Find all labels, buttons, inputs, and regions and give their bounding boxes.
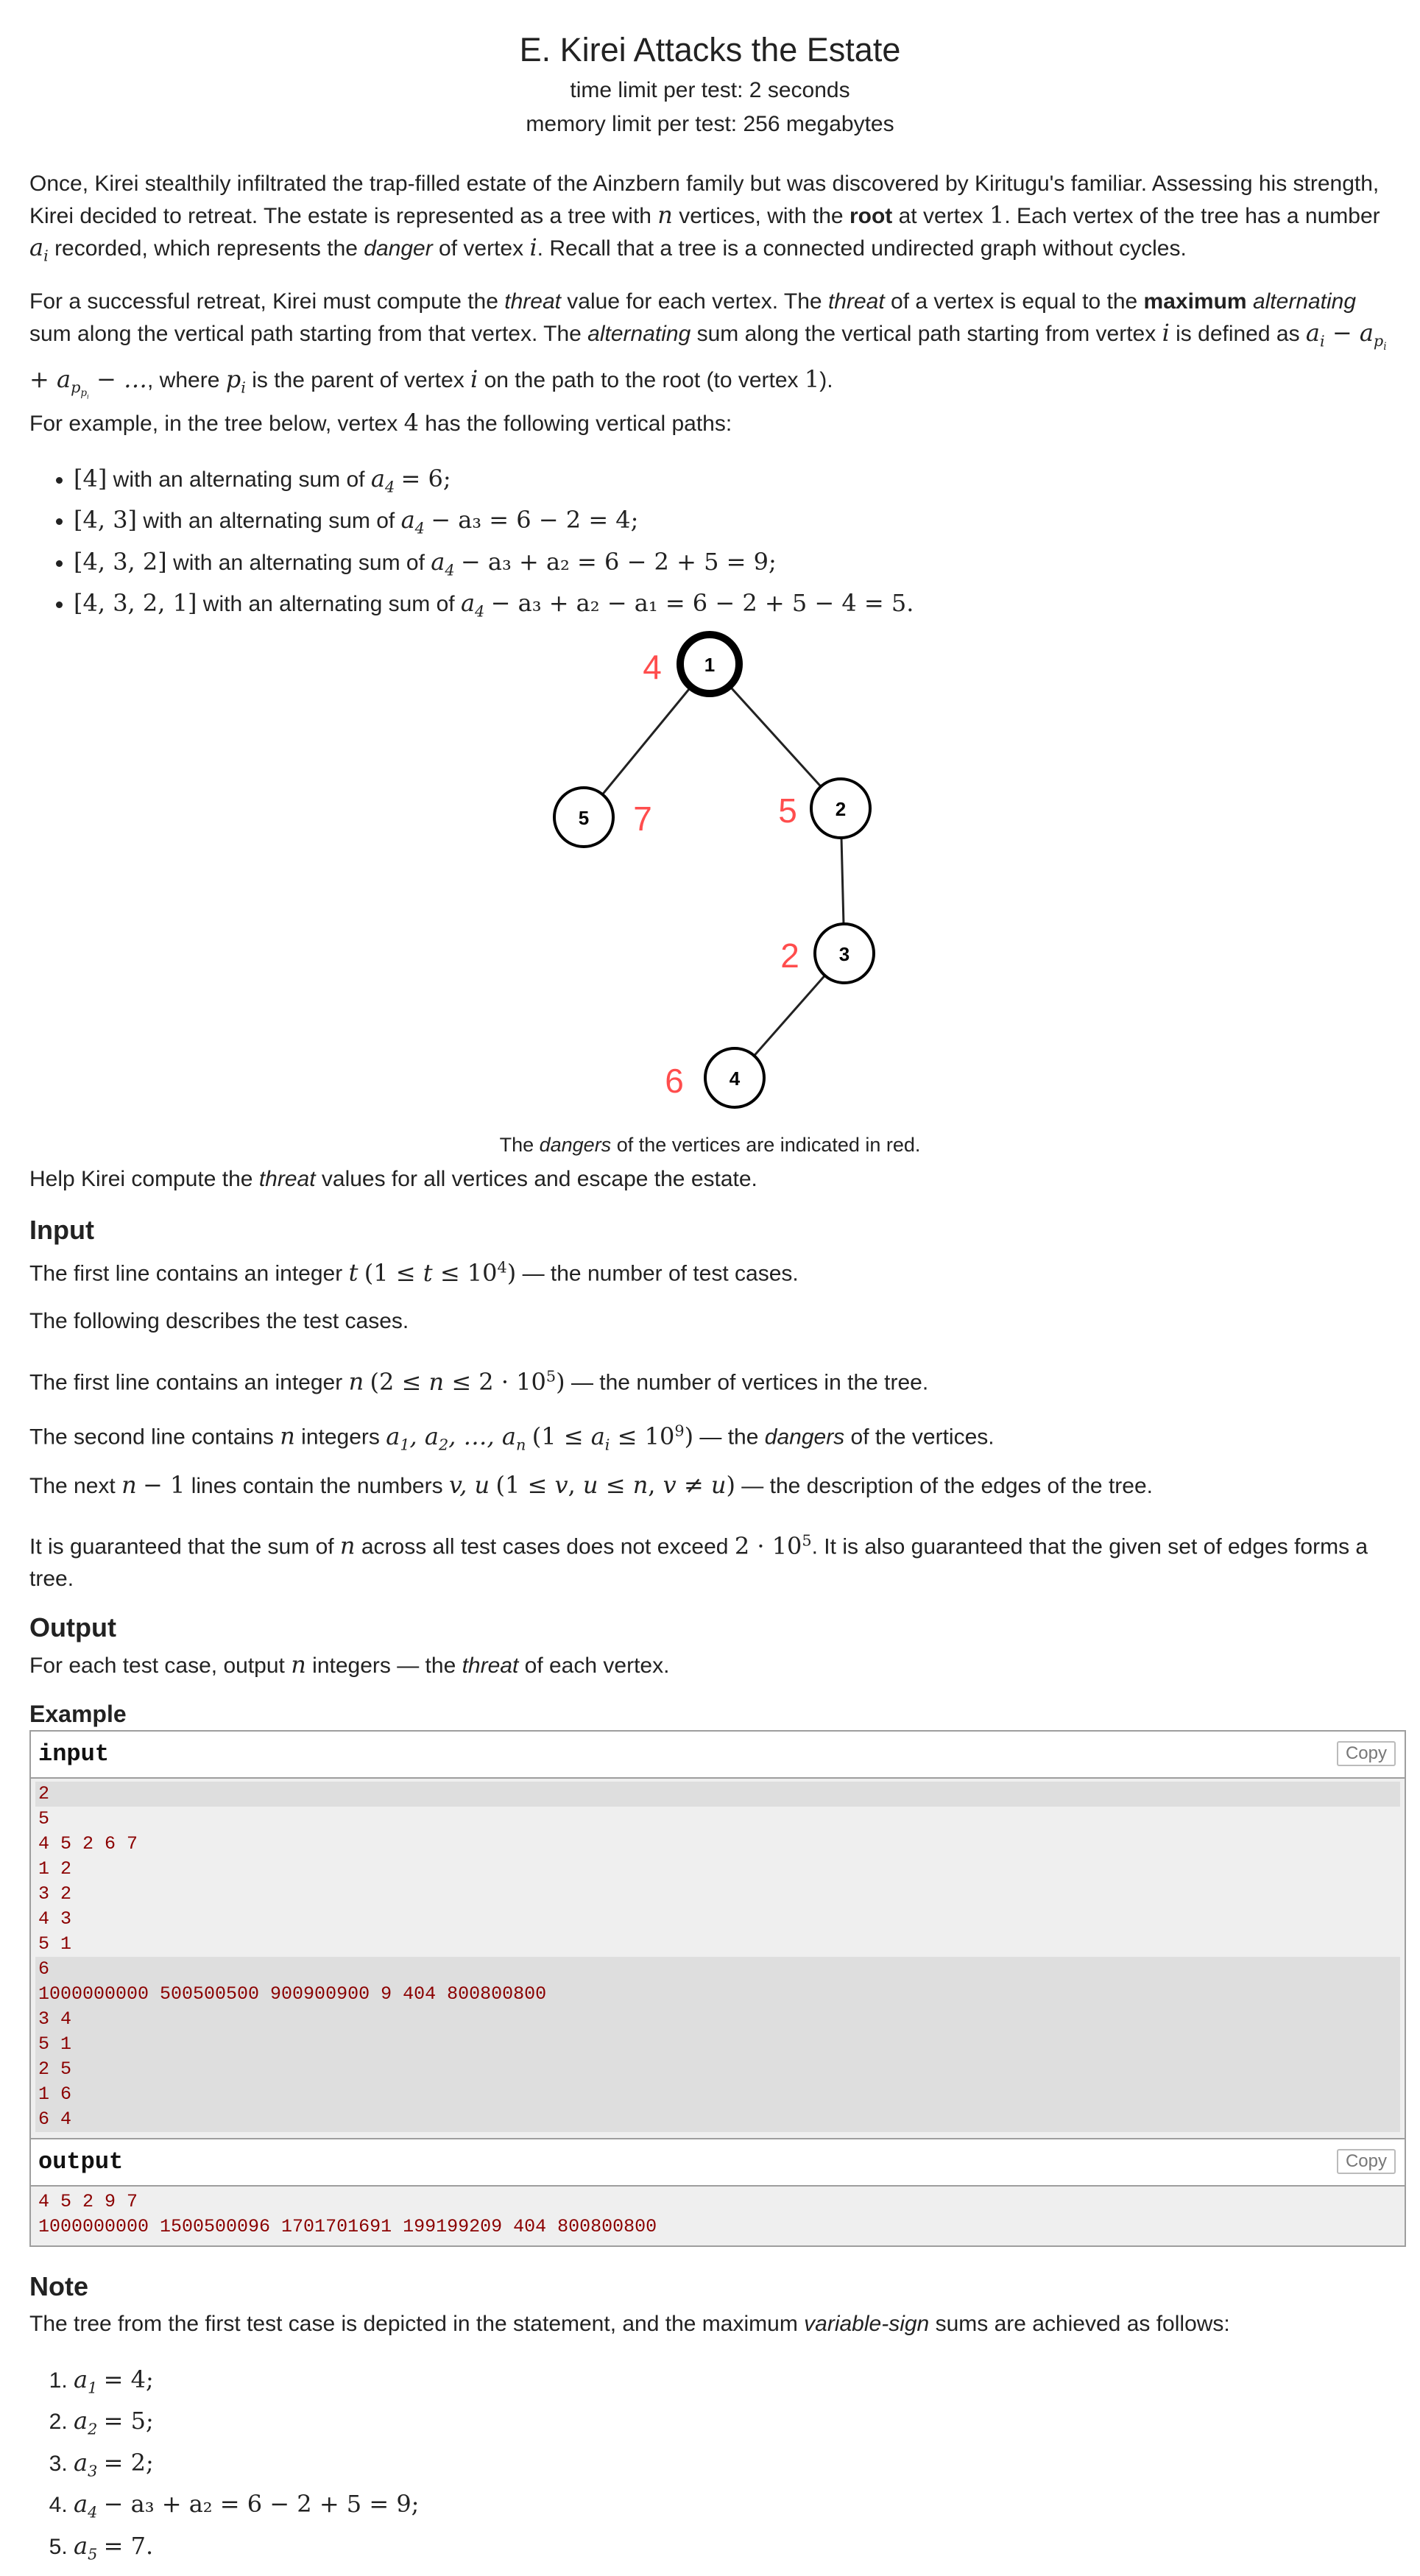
alternating-word: alternating — [587, 322, 691, 346]
text: . Recall that a tree is a connected undirected graph without cycles. — [537, 236, 1187, 261]
dangers-word: dangers — [764, 1425, 845, 1450]
text: For each test case, output — [29, 1654, 292, 1678]
input-line: 2 5 — [35, 2057, 1400, 2082]
input-line: 1 2 — [38, 1858, 72, 1880]
expr: − a₃ + a₂ − a₁ = 6 − 2 + 5 − 4 = 5. — [490, 589, 914, 618]
input-line-2: The following describes the test cases. — [29, 1309, 409, 1333]
text: is the parent of vertex — [245, 367, 471, 392]
text: integers — [294, 1425, 386, 1450]
input-line: 4 3 — [38, 1908, 72, 1930]
input-line: 5 — [38, 1808, 50, 1829]
text: — the description of the edges of the tree. — [735, 1474, 1153, 1498]
input-line: 1 6 — [35, 2082, 1400, 2107]
copy-output-button[interactable]: Copy — [1337, 2149, 1396, 2174]
text: The first line contains an integer — [29, 1370, 349, 1395]
problem-title: E. Kirei Attacks the Estate — [519, 31, 901, 68]
node-label: 3 — [838, 943, 850, 965]
text: value for each vertex. The — [560, 289, 828, 314]
text: — the — [693, 1425, 765, 1450]
variable-sign-word: variable-sign — [804, 2312, 930, 2336]
danger-label: 6 — [665, 1062, 684, 1100]
output-label: output — [38, 2148, 124, 2176]
text: with an alternating sum of — [166, 550, 431, 575]
text: integers — the — [305, 1654, 462, 1678]
path: [4, 3, 2, 1] — [74, 589, 197, 618]
text: of vertex — [432, 236, 530, 261]
text: — the number of test cases. — [516, 1261, 799, 1286]
output-line: 4 5 2 9 7 — [38, 2191, 138, 2212]
input-line: 5 1 — [35, 2032, 1400, 2057]
node-3 — [780, 924, 874, 983]
input-line-4: The second line contains n integers $a_1$, $a_2$, …, $a_n$ $(1 \le a_i \le 10^9)$ — the dangers of the vertices. — [29, 1422, 995, 1454]
example-input-box — [29, 1730, 1406, 2247]
text: of the vertices. — [844, 1425, 995, 1450]
text: at vertex — [892, 204, 989, 228]
note-title: Note — [29, 2271, 88, 2301]
text: of each vertex. — [518, 1654, 670, 1678]
tree-caption — [0, 1134, 1420, 1157]
input-line: 6 — [35, 1957, 1400, 1982]
output-section-title: Output — [29, 1612, 116, 1642]
list-item: 4. $a_4 - a_3 + a_2 = 6 - 2 + 5 = 9$; — [74, 2488, 419, 2529]
expr: − a₃ + a₂ = 6 − 2 + 5 = 9; — [460, 547, 777, 576]
tree-diagram — [0, 618, 1420, 1134]
input-line-3: The first line contains an integer n $(2 \le n \le 2 \cdot 10^5)$ — the number of vertices in the tree. — [29, 1367, 929, 1396]
output-line: 1000000000 1500500096 1701701691 199199209 404 800800800 — [38, 2216, 657, 2237]
node-label: 5 — [578, 807, 590, 829]
copy-input-button[interactable]: Copy — [1337, 1741, 1396, 1766]
input-box-header — [31, 1732, 1405, 1779]
text: recorded, which represents the — [48, 236, 364, 261]
text: — the number of vertices in the tree. — [565, 1370, 929, 1395]
node-label: 2 — [835, 798, 847, 820]
text: The — [499, 1134, 540, 1156]
text: Help Kirei compute the — [29, 1167, 259, 1191]
expr: = 6; — [400, 465, 451, 493]
node-5 — [554, 788, 652, 847]
list-item: 1. $a_1 = 4$; — [74, 2363, 419, 2404]
list-item: • [4, 3, 2, 1] with an alternating sum of $a_4 - a_3 + a_2 - a_1 = 6 - 2 + 5 - 4 = 5$. — [74, 587, 914, 628]
danger-word: danger — [364, 236, 433, 261]
text: Once, Kirei stealthily infiltrated the trap-filled estate of the Ainzbern family but was discovered by Kiritugu's familiar. Assessing his strength, Kirei decided to retreat. The estate is represented as a tree with — [29, 172, 1380, 228]
help-paragraph — [29, 1163, 1391, 1195]
statement-paragraph-3: For example, in the tree below, vertex 4 has the following vertical paths: — [29, 409, 732, 437]
threat-word: threat — [258, 1167, 316, 1191]
danger-label: 2 — [780, 936, 799, 975]
node-label: 4 — [729, 1068, 741, 1090]
input-line-1: The first line contains an integer t $(1 \le t \le 10^4)$ — the number of test cases. — [29, 1258, 799, 1287]
input-line: 1000000000 500500500 900900900 9 404 800800800 — [35, 1982, 1400, 2007]
note-line-1 — [29, 2308, 1391, 2340]
problem-header — [0, 0, 1420, 141]
threat-word: threat — [462, 1654, 519, 1678]
threat-word: threat — [504, 289, 561, 314]
expr: − a₃ = 6 − 2 = 4; — [431, 506, 639, 534]
note-list — [44, 2363, 419, 2571]
input-line: 3 4 — [35, 2007, 1400, 2032]
text: It is guaranteed that the sum of — [29, 1534, 340, 1559]
input-section-title: Input — [29, 1215, 94, 1245]
text: has the following vertical paths: — [418, 412, 732, 436]
dangers-word: dangers — [539, 1134, 612, 1156]
text: of the vertices are indicated in red. — [611, 1134, 921, 1156]
threat-word: threat — [827, 289, 885, 314]
time-limit: time limit per test: 2 seconds — [570, 78, 850, 102]
text: For example, in the tree below, vertex — [29, 412, 404, 436]
list-item: 3. $a_3 = 2$; — [74, 2446, 419, 2488]
text: The next — [29, 1474, 122, 1498]
text: on the path to the root (to vertex — [478, 367, 805, 392]
list-item: • [4, 3, 2] with an alternating sum of $a_4 - a_3 + a_2 = 6 - 2 + 5 = 9$; — [74, 546, 914, 587]
path: [4] — [74, 465, 107, 493]
danger-label: 7 — [633, 800, 652, 838]
danger-label: 4 — [643, 648, 662, 686]
statement-paragraph-1: Once, Kirei stealthily infiltrated the trap-filled estate of the Ainzbern family but was discovered by Kiritugu's familiar. Assessing his strength, Kirei decided to retreat. The estate is represented as a tree with n vertices, with the root at vertex 1. Each vertex of the tree has a number $a_i$ recorded, which represents the danger of vertex i. Recall that a tree is a connected undirected graph without cycles. — [29, 172, 1380, 265]
input-line-6: It is guaranteed that the sum of n across all test cases does not exceed $2 \cdot 10^5$. It is also guaranteed that the given set of edges forms a tree. — [29, 1531, 1368, 1591]
node-1 — [643, 635, 739, 694]
output-box-header — [31, 2138, 1405, 2187]
text: sum along the vertical path starting from vertex — [690, 322, 1162, 346]
text: . It is also guaranteed that the given set of edges forms a tree. — [29, 1534, 1368, 1591]
text: The second line contains — [29, 1425, 280, 1450]
input-line: 6 4 — [35, 2107, 1400, 2132]
expr: = 4; — [103, 2365, 154, 2393]
node-label: 1 — [704, 654, 716, 676]
text: with an alternating sum of — [107, 467, 371, 492]
danger-label: 5 — [778, 791, 797, 830]
text: sum along the vertical path starting from that vertex. The — [29, 322, 588, 346]
expr: = 7. — [103, 2531, 154, 2560]
text: For a successful retreat, Kirei must compute the — [29, 289, 505, 314]
vertical-paths-list — [44, 462, 914, 629]
input-lines — [31, 1779, 1405, 2138]
input-line: 4 5 2 6 7 — [38, 1833, 138, 1855]
node-2 — [778, 779, 870, 838]
text: across all test cases does not exceed — [355, 1534, 735, 1559]
list-item: 5. $a_5 = 7$. — [74, 2530, 419, 2571]
alternating-word: alternating — [1252, 289, 1357, 314]
example-title: Example — [29, 1701, 127, 1727]
text: values for all vertices and escape the estate. — [315, 1167, 757, 1191]
input-line-5: The next n − 1 lines contain the numbers v, u (1 ≤ v, u ≤ n, v ≠ u) — the description of the edges of the tree. — [29, 1471, 1153, 1499]
list-item: 2. $a_2 = 5$; — [74, 2404, 419, 2446]
text: The first line contains an integer — [29, 1261, 349, 1286]
text: . Each vertex of the tree has a number — [1004, 204, 1380, 228]
node-4 — [665, 1048, 764, 1107]
text: lines contain the numbers — [185, 1474, 449, 1498]
text: sums are achieved as follows: — [929, 2312, 1230, 2336]
maximum-word: maximum — [1143, 289, 1247, 314]
expr: = 2; — [103, 2448, 154, 2477]
memory-limit: memory limit per test: 256 megabytes — [526, 112, 894, 136]
input-line: 3 2 — [38, 1883, 72, 1905]
path: [4, 3] — [74, 506, 138, 534]
statement-paragraph-2: For a successful retreat, Kirei must compute the threat value for each vertex. The threat of a vertex is equal to the maximum alternating sum along the vertical path starting from that vertex. The alternating sum along the vertical path starting from vertex i is defined as $a_i - a_{p_i} + a_{p_{p_i}}$ − …, where $p_i$ is the parent of vertex i on the path to the root (to vertex 1). — [29, 289, 1387, 401]
output-lines — [31, 2187, 1405, 2245]
text: with an alternating sum of — [137, 509, 401, 534]
output-line-1: For each test case, output n integers — the threat of each vertex. — [29, 1651, 670, 1679]
input-label: input — [38, 1740, 110, 1768]
text: , where — [147, 367, 226, 392]
expr: − a₃ + a₂ = 6 − 2 + 5 = 9; — [103, 2490, 420, 2519]
text: of a vertex is equal to the — [884, 289, 1144, 314]
text: with an alternating sum of — [197, 592, 461, 617]
text: vertices, with the — [672, 204, 849, 228]
list-item: • [4] with an alternating sum of $a_4 = 6$; — [74, 462, 914, 504]
root-word: root — [849, 204, 893, 228]
input-line: 2 — [35, 1782, 1400, 1807]
text: is defined as — [1169, 322, 1306, 346]
text: ). — [819, 367, 833, 392]
list-item: • [4, 3] with an alternating sum of $a_4 - a_3 = 6 - 2 = 4$; — [74, 504, 914, 545]
expr: = 5; — [103, 2407, 154, 2435]
path: [4, 3, 2] — [74, 547, 167, 576]
input-line: 5 1 — [38, 1933, 72, 1955]
text: The tree from the first test case is depicted in the statement, and the maximum — [29, 2312, 805, 2336]
